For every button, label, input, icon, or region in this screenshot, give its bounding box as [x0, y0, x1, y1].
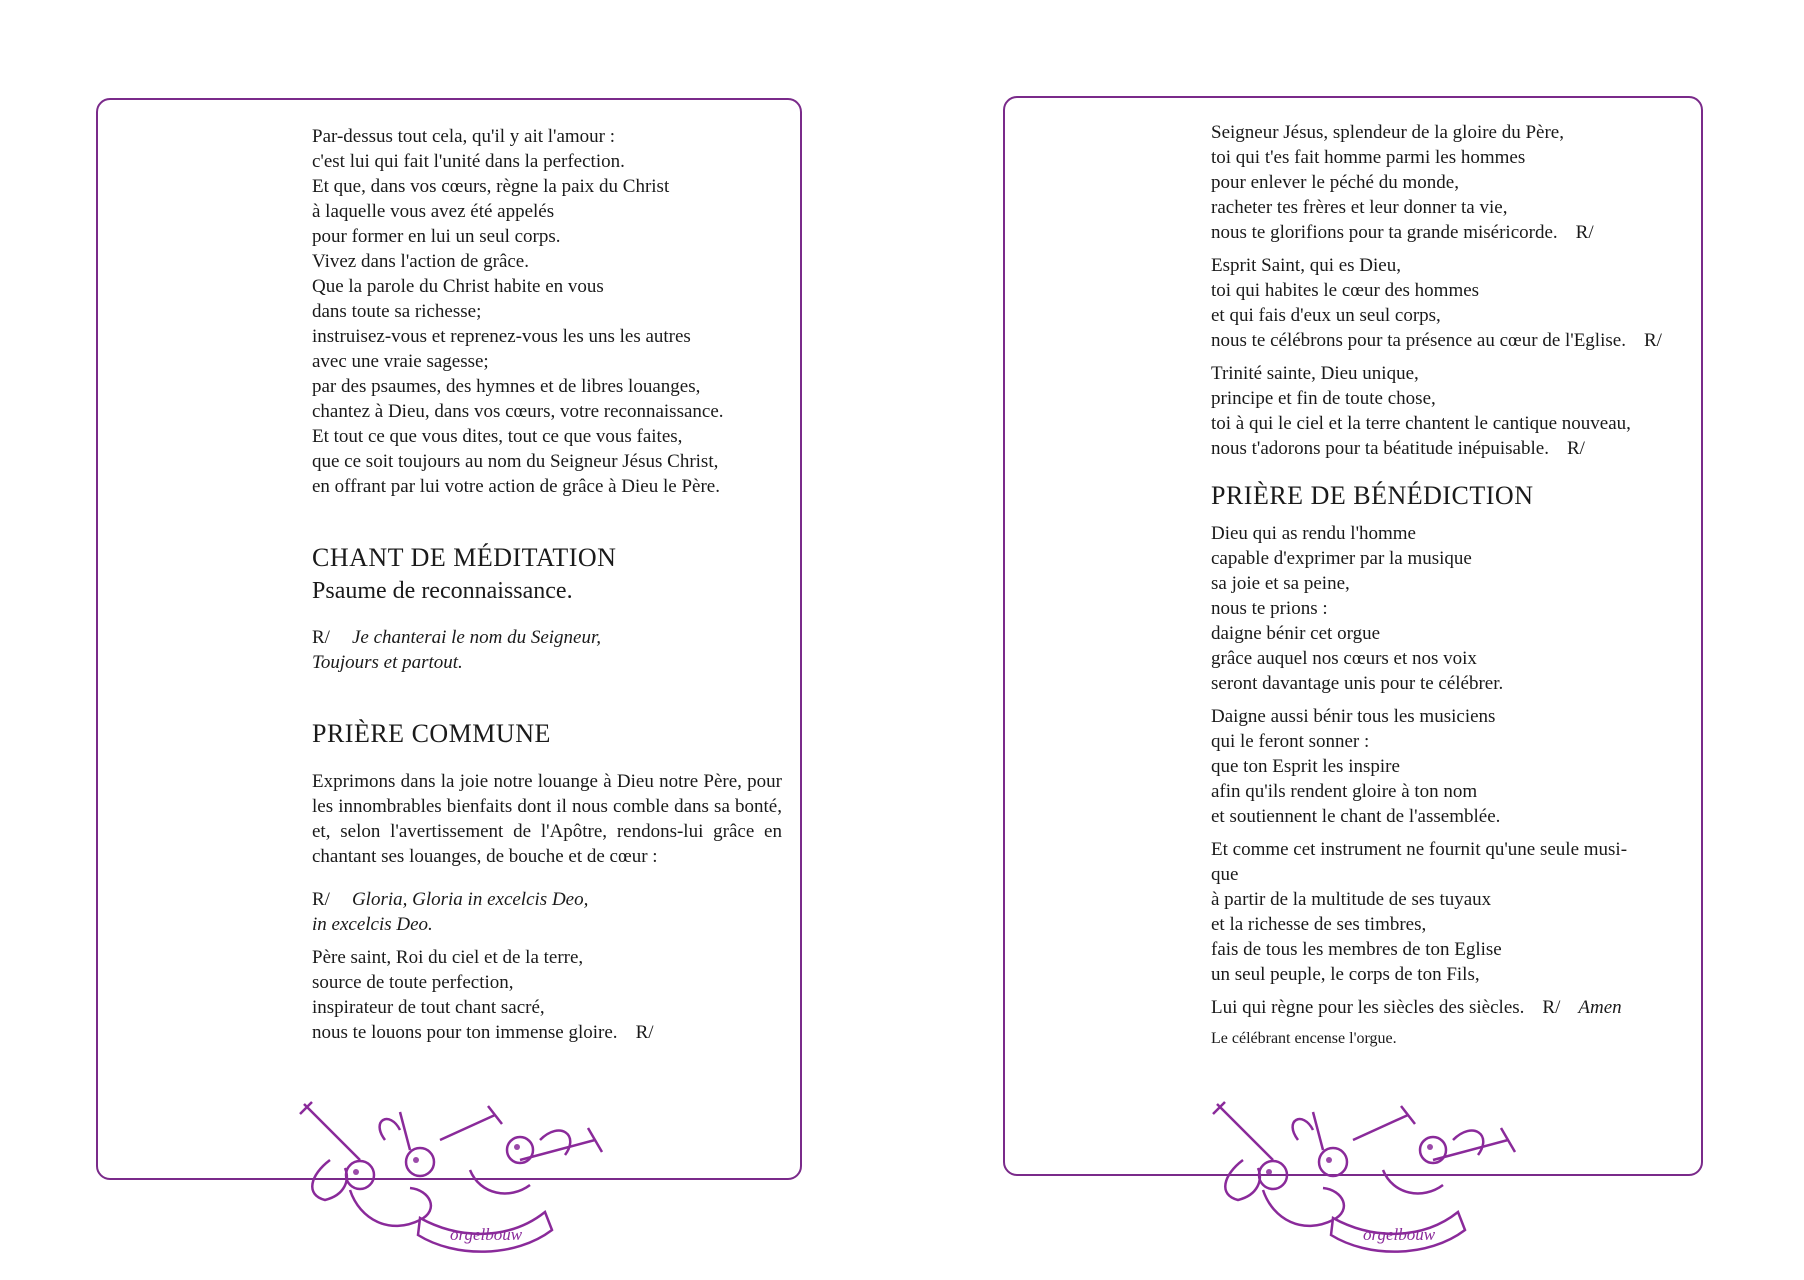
priere-commune-heading: PRIÈRE COMMUNE	[312, 719, 551, 748]
text-line: à laquelle vous avez été appelés	[312, 201, 555, 222]
text-line: toi qui t'es fait homme parmi les hommes	[1211, 147, 1526, 168]
text-line: Vivez dans l'action de grâce.	[312, 251, 529, 272]
esprit-stanza	[1211, 253, 1666, 328]
text-line: qui le feront sonner :	[1211, 731, 1370, 752]
signature-text: orgelbouw	[1362, 1225, 1436, 1244]
text-line: dans toute sa richesse;	[312, 301, 482, 322]
benediction-stanza-2	[1211, 704, 1666, 829]
text-line: afin qu'ils rendent gloire à ton nom	[1211, 781, 1478, 802]
refrain-line: Gloria, Gloria in excelcis Deo,	[351, 889, 589, 910]
text-line: pour enlever le péché du monde,	[1211, 172, 1459, 193]
refrain-marker: R/	[1566, 438, 1585, 459]
left-column	[312, 124, 782, 1045]
stanza-last-line	[1211, 436, 1666, 461]
stanza-line-text: nous te célébrons pour ta présence au cœur de l'Eglise.	[1211, 330, 1626, 351]
text-line: un seul peuple, le corps de ton Fils,	[1211, 964, 1480, 985]
text-line: racheter tes frères et leur donner ta vie,	[1211, 197, 1508, 218]
text-line: Trinité sainte, Dieu unique,	[1211, 363, 1419, 384]
text-line: et la richesse de ses timbres,	[1211, 914, 1427, 935]
text-line: à partir de la multitude de ses tuyaux	[1211, 889, 1492, 910]
text-line: Seigneur Jésus, splendeur de la gloire du Père,	[1211, 122, 1564, 143]
text-line: Par-dessus tout cela, qu'il y ait l'amour :	[312, 126, 616, 147]
stanza-line-text: nous t'adorons pour ta béatitude inépuisable.	[1211, 438, 1549, 459]
text-line: que	[1211, 864, 1239, 885]
refrain-marker: R/	[1643, 330, 1662, 351]
refrain-marker: R/	[1575, 222, 1594, 243]
text-line: c'est lui qui fait l'unité dans la perfection.	[312, 151, 625, 172]
angels-ornament-right	[1203, 1100, 1523, 1260]
text-line: daigne bénir cet orgue	[1211, 623, 1380, 644]
jesus-stanza	[1211, 120, 1666, 220]
stanza-line-text: nous te louons pour ton immense gloire.	[312, 1022, 618, 1043]
right-column	[1211, 120, 1666, 1050]
text-line: capable d'exprimer par la musique	[1211, 548, 1472, 569]
text-line: source de toute perfection,	[312, 972, 514, 993]
text-line: toi à qui le ciel et la terre chantent le cantique nouveau,	[1211, 413, 1631, 434]
meditation-heading: CHANT DE MÉDITATION	[312, 543, 617, 572]
text-line: Esprit Saint, qui es Dieu,	[1211, 255, 1401, 276]
text-line: Père saint, Roi du ciel et de la terre,	[312, 947, 584, 968]
refrain-marker: R/	[312, 889, 330, 910]
refrain-marker: R/	[1542, 997, 1561, 1018]
text-line: Et comme cet instrument ne fournit qu'une seule musi-	[1211, 839, 1628, 860]
priere-commune-intro: Exprimons dans la joie notre louange à Dieu notre Père, pour les innombrables bienfaits dont il nous comble dans sa bonté, et, selon l'avertissement de l'Apôtre, rendons-lui grâce en chantant ses louanges, de bouche et de cœur :	[312, 771, 782, 867]
text-line: chantez à Dieu, dans vos cœurs, votre reconnaissance.	[312, 401, 724, 422]
refrain-line: Je chanterai le nom du Seigneur,	[351, 627, 602, 648]
meditation-subheading: Psaume de reconnaissance.	[312, 578, 573, 604]
text-line: pour former en lui un seul corps.	[312, 226, 561, 247]
text-line: fais de tous les membres de ton Eglise	[1211, 939, 1502, 960]
text-line: nous te prions :	[1211, 598, 1328, 619]
text-line: seront davantage unis pour te célébrer.	[1211, 673, 1504, 694]
text-line: par des psaumes, des hymnes et de libres louanges,	[312, 376, 701, 397]
text-line: que ce soit toujours au nom du Seigneur Jésus Christ,	[312, 451, 719, 472]
text-line: grâce auquel nos cœurs et nos voix	[1211, 648, 1477, 669]
stanza-last-line	[1211, 328, 1666, 353]
benediction-stanza-1	[1211, 521, 1666, 696]
text-line: Daigne aussi bénir tous les musiciens	[1211, 706, 1496, 727]
amen-text: Amen	[1578, 997, 1622, 1018]
signature-text: orgelbouw	[449, 1225, 523, 1244]
stanza-last-line	[312, 1020, 782, 1045]
refrain-marker: R/	[312, 627, 330, 648]
text-line: Dieu qui as rendu l'homme	[1211, 523, 1416, 544]
trinite-stanza	[1211, 361, 1666, 436]
stanza-last-line	[1211, 220, 1666, 245]
final-line-text: Lui qui règne pour les siècles des siècles.	[1211, 997, 1525, 1018]
text-line: avec une vraie sagesse;	[312, 351, 489, 372]
text-line: inspirateur de tout chant sacré,	[312, 997, 545, 1018]
rubric-text: Le célébrant encense l'orgue.	[1211, 1030, 1397, 1047]
final-line	[1211, 995, 1666, 1020]
benediction-heading: PRIÈRE DE BÉNÉDICTION	[1211, 481, 1534, 510]
text-line: et qui fais d'eux un seul corps,	[1211, 305, 1441, 326]
text-line: Et tout ce que vous dites, tout ce que vous faites,	[312, 426, 683, 447]
text-line: Que la parole du Christ habite en vous	[312, 276, 604, 297]
text-line: Et que, dans vos cœurs, règne la paix du Christ	[312, 176, 670, 197]
text-line: principe et fin de toute chose,	[1211, 388, 1436, 409]
angel-trumpet-icon	[300, 1102, 602, 1226]
stanza-line-text: nous te glorifions pour ta grande miséricorde.	[1211, 222, 1558, 243]
text-line: et soutiennent le chant de l'assemblée.	[1211, 806, 1501, 827]
benediction-stanza-3	[1211, 837, 1666, 987]
text-line: toi qui habites le cœur des hommes	[1211, 280, 1480, 301]
refrain-line: in excelcis Deo.	[312, 914, 433, 935]
angel-trumpet-icon	[1213, 1102, 1515, 1226]
refrain-line: Toujours et partout.	[312, 652, 463, 673]
text-line: instruisez-vous et reprenez-vous les uns les autres	[312, 326, 691, 347]
angels-ornament-left	[290, 1100, 610, 1260]
epistle-text	[312, 124, 782, 499]
pere-stanza	[312, 945, 782, 1020]
gloria-refrain	[312, 887, 782, 912]
refrain-marker: R/	[635, 1022, 654, 1043]
text-line: que ton Esprit les inspire	[1211, 756, 1400, 777]
meditation-refrain	[312, 625, 782, 650]
text-line: en offrant par lui votre action de grâce à Dieu le Père.	[312, 476, 720, 497]
text-line: sa joie et sa peine,	[1211, 573, 1350, 594]
